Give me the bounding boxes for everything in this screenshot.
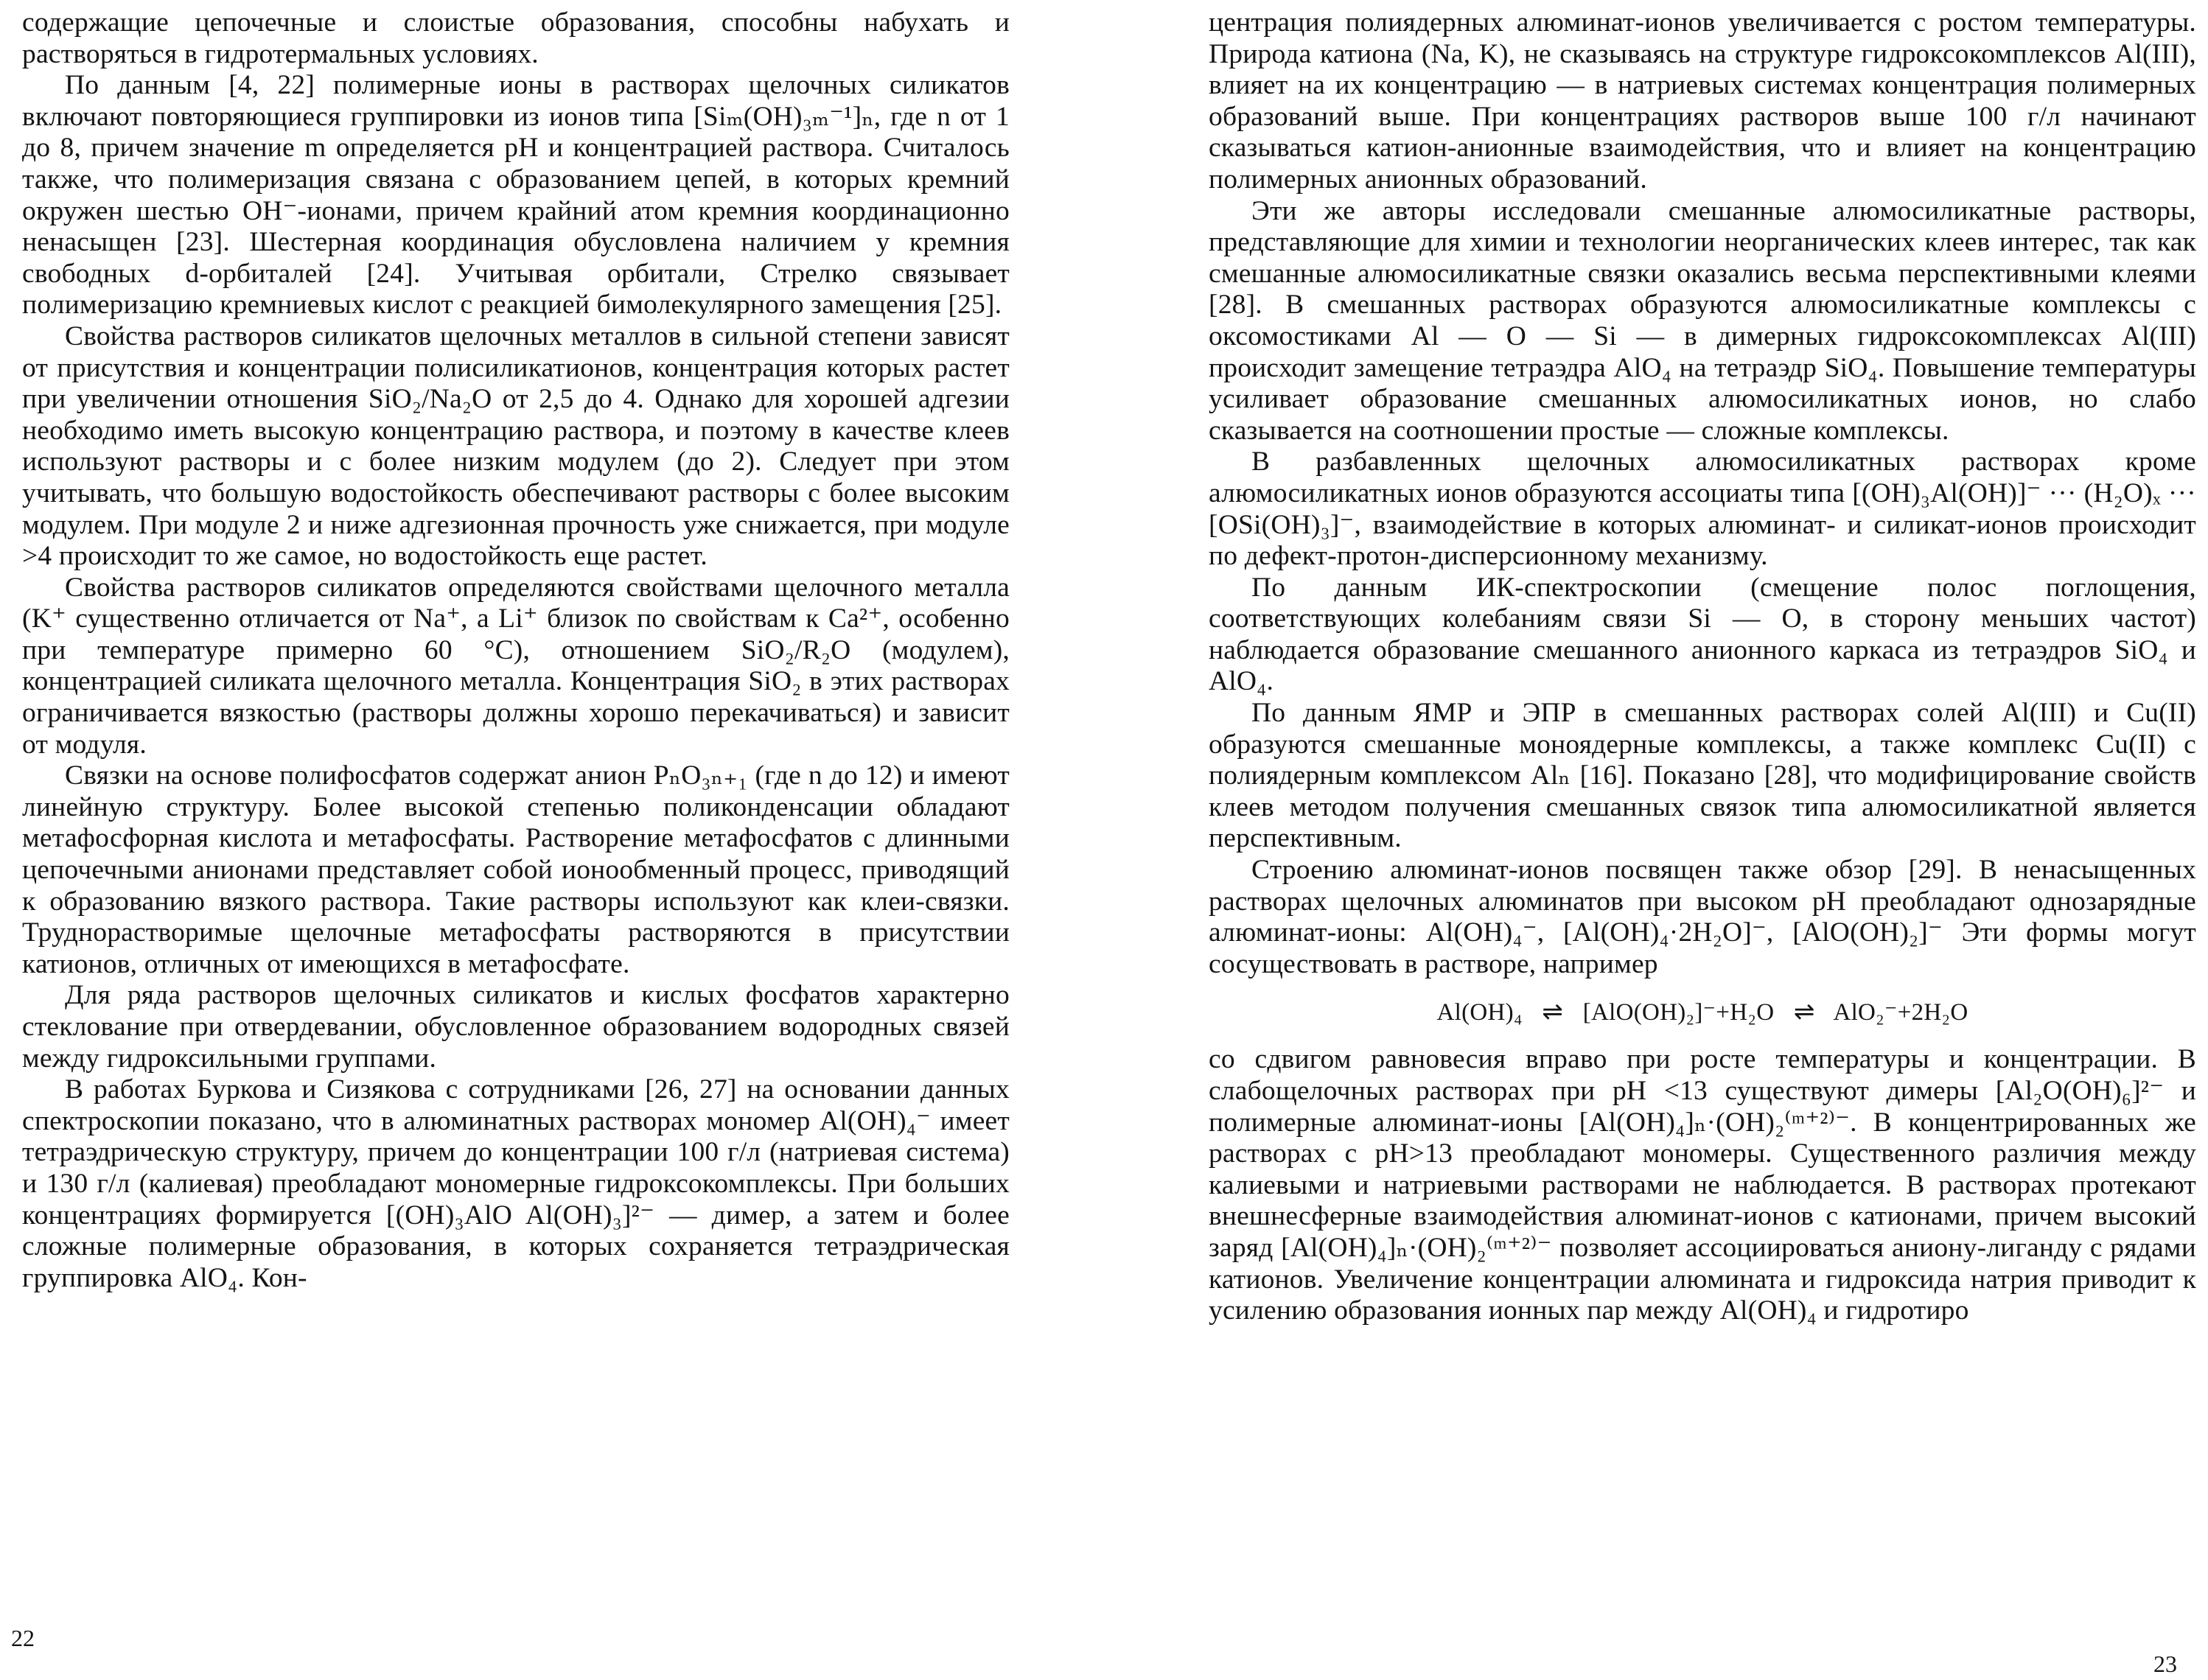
equation-right-term: AlO₂⁻+2H₂O — [1833, 999, 1968, 1026]
page-number-right: 23 — [2153, 1651, 2177, 1677]
paragraph: центрация полиядерных алюминат-ионов увеличивается с ростом температуры. Природа катиона (Na, K), не сказываясь на структуре гидроксокомплексов Al(III), влияет на их концентрацию — в натриевых системах концентрация полимерных образований выше. При концентрациях растворов выше 100 г/л начинают сказываться катион-анионные взаимодействия, что и влияет на концентрацию полимерных анионных образований. — [1209, 7, 2196, 195]
paragraph: содержащие цепочечные и слоистые образования, способны набухать и растворяться в гидротермальных условиях. — [22, 7, 1010, 69]
paragraph: По данным ИК-спектроскопии (смещение полос поглощения, соответствующих колебаниям связи Si — O, в сторону меньших частот) наблюдается образование смешанного анионного каркаса из тетраэдров SiO₄ и AlO₄. — [1209, 572, 2196, 697]
paragraph: В работах Буркова и Сизякова с сотрудниками [26, 27] на основании данных спектроскопии показано, что в алюминатных растворах мономер Al(OH)₄⁻ имеет тетраэдрическую структуру, причем до концентрации 100 г/л (натриевая система) и 130 г/л (калиевая) преобладают мономерные гидроксокомплексы. При больших концентрациях формируется [(OH)₃AlO Al(OH)₃]²⁻ — димер, а затем и более сложные полимерные образования, в которых сохраняется тетраэдрическая группировка AlO₄. Кон- — [22, 1074, 1010, 1293]
equilibrium-arrow-icon: ⇌ — [1542, 997, 1564, 1027]
equilibrium-equation — [1209, 996, 2196, 1028]
paragraph: Эти же авторы исследовали смешанные алюмосиликатные растворы, представляющие для химии и технологии неорганических клеев интерес, так как смешанные алюмосиликатные связки оказались весьма перспективными клеями [28]. В смешанных растворах образуются алюмосиликатные комплексы с оксомостиками Al — O — Si — в димерных гидроксокомплексах Al(III) происходит замещение тетраэдра AlO₄ на тетраэдр SiO₄. Повышение температуры усиливает образование смешанных алюмосиликатных ионов, но слабо сказывается на соотношении простые — сложные комплексы. — [1209, 195, 2196, 446]
paragraph: Для ряда растворов щелочных силикатов и кислых фосфатов характерно стеклование при отвердевании, обусловленное образованием водородных связей между гидроксильными группами. — [22, 980, 1010, 1074]
equation-middle-term: [AlO(OH)₂]⁻+H₂O — [1582, 999, 1775, 1026]
left-page-text — [22, 7, 1010, 1294]
paragraph: По данным ЯМР и ЭПР в смешанных растворах солей Al(III) и Cu(II) образуются смешанные моноядерные комплексы, а также комплекс Cu(II) с полиядерным комплексом Alₙ [16]. Показано [28], что модифицирование свойств клеев методом получения смешанных связок типа алюмосиликатной является перспективным. — [1209, 698, 2196, 854]
equilibrium-arrow-icon: ⇌ — [1793, 997, 1815, 1027]
paragraph: В разбавленных щелочных алюмосиликатных растворах кроме алюмосиликатных ионов образуются ассоциаты типа [(OH)₃Al(OH)]⁻ ··· (H₂O)ₓ ··· [OSi(OH)₃]⁻, взаимодействие в которых алюминат- и силикат-ионов происходит по дефект-протон-дисперсионному механизму. — [1209, 447, 2196, 572]
paragraph: Свойства растворов силикатов определяются свойствами щелочного металла (K⁺ существенно отличается от Na⁺, а Li⁺ близок по свойствам к Ca²⁺, особенно при температуре примерно 60 °C), отношением SiO₂/R₂O (модулем), концентрацией силиката щелочного металла. Концентрация SiO₂ в этих растворах ограничивается вязкостью (растворы должны хорошо перекачиваться) и зависит от модуля. — [22, 572, 1010, 760]
paragraph: Связки на основе полифосфатов содержат анион PₙO₃ₙ₊₁ (где n до 12) и имеют линейную структуру. Более высокой степенью поликонденсации обладают метафосфорная кислота и метафосфаты. Растворение метафосфатов с длинными цепочечными анионами представляет собой ионообменный процесс, приводящий к образованию вязкого раствора. Такие растворы используют как клеи-связки. Труднорастворимые щелочные метафосфаты растворяются в присутствии катионов, отличных от имеющихся в метафосфате. — [22, 760, 1010, 979]
paragraph: По данным [4, 22] полимерные ионы в растворах щелочных силикатов включают повторяющиеся группировки из ионов типа [Siₘ(OH)₃ₘ⁻¹]ₙ, где n от 1 до 8, причем значение m определяется pH и концентрацией раствора. Считалось также, что полимеризация связана с образованием цепей, в которых кремний окружен шестью OH⁻-ионами, причем крайний атом кремния координационно ненасыщен [23]. Шестерная координация обусловлена наличием у кремния свободных d-орбиталей [24]. Учитывая орбитали, Стрелко связывает полимеризацию кремниевых кислот с реакцией бимолекулярного замещения [25]. — [22, 70, 1010, 321]
paragraph: Свойства растворов силикатов щелочных металлов в сильной степени зависят от присутствия и концентрации полисиликатионов, концентрация которых растет при увеличении отношения SiO₂/Na₂O от 2,5 до 4. Однако для хорошей адгезии необходимо иметь высокую концентрацию раствора, и поэтому в качестве клеев используют растворы и с более низким модулем (до 2). Следует при этом учитывать, что большую водостойкость обеспечивают растворы с более высоким модулем. При модуле 2 и ниже адгезионная прочность уже снижается, при модуле >4 происходит то же самое, но водостойкость еще растет. — [22, 321, 1010, 572]
paragraph: Строению алюминат-ионов посвящен также обзор [29]. В ненасыщенных растворах щелочных алюминатов при высоком pH преобладают однозарядные алюминат-ионы: Al(OH)₄⁻, [Al(OH)₄·2H₂O]⁻, [AlO(OH)₂]⁻ Эти формы могут сосуществовать в растворе, например — [1209, 855, 2196, 979]
page-number-left: 22 — [11, 1625, 35, 1651]
paragraph: со сдвигом равновесия вправо при росте температуры и концентрации. В слабощелочных растворах при pH <13 существуют димеры [Al₂O(OH)₆]²⁻ и полимерные алюминат-ионы [Al(OH)₄]ₙ·(OH)₂⁽ᵐ⁺²⁾⁻. В концентрированных же растворах с pH>13 преобладают мономеры. Существенного различия между калиевыми и натриевыми растворами не наблюдается. В растворах протекают внешнесферные взаимодействия алюминат-ионов с катионами, причем высокий заряд [Al(OH)₄]ₙ·(OH)₂⁽ᵐ⁺²⁾⁻ позволяет ассоциироваться аниону-лиганду с рядами катионов. Увеличение концентрации алюмината и гидроксида натрия приводит к усилению образования ионных пар между Al(OH)₄ и гидротиро — [1209, 1044, 2196, 1326]
equation-left-term: Al(OH)₄ — [1436, 999, 1523, 1026]
right-page-text — [1209, 7, 2196, 1327]
